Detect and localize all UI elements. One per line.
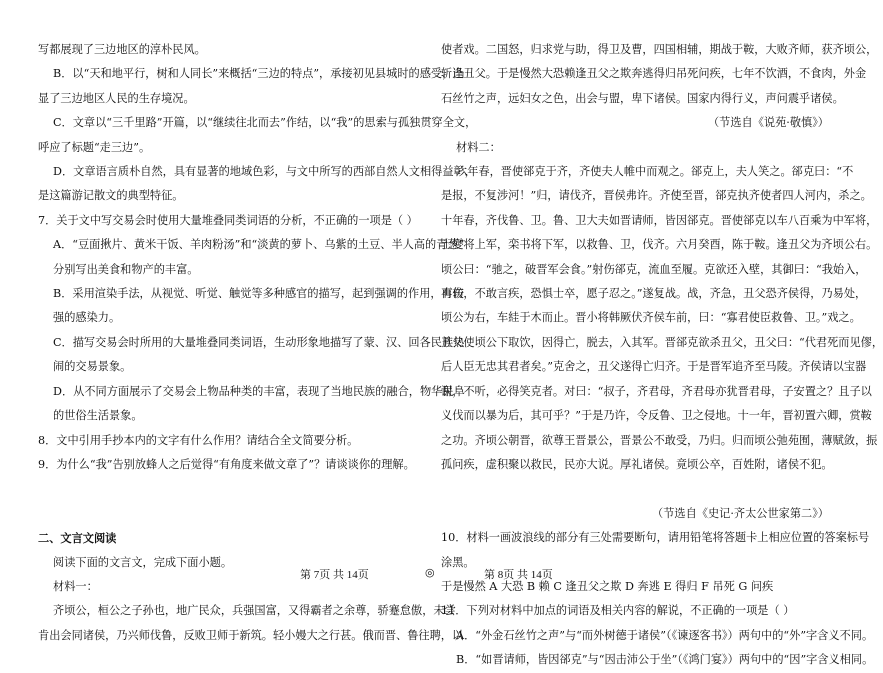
text-line: 11．下列对材料中加点的词语及相关内容的解说，不正确的一项是（ ）	[441, 604, 795, 618]
text-line: 材料二：	[456, 140, 501, 154]
text-line: （节选自《史记·齐太公世家第二》）	[652, 506, 829, 520]
text-line: 是这篇游记散文的典型特征。	[38, 189, 184, 203]
text-line: 石丝竹之声，远妇女之色，出会与盟，卑下诸侯。国家内得行义，声问震乎诸侯。	[441, 91, 844, 105]
text-line: D．文章语言质朴自然，具有显著的地域色彩，与文中所写的西部自然人文相得益彰，	[53, 165, 476, 179]
right-page-number: 第 8页 共 14页	[484, 569, 553, 581]
text-line: 肯出会同诸侯，乃兴师伐鲁，反败卫师于新筑。轻小嫚大之行甚。俄而晋、鲁往聘，以	[38, 628, 464, 642]
text-line: 10．材料一画波浪线的部分有三处需要断句，请用铅笔将答题卡上相应位置的答案标号	[441, 531, 870, 545]
text-line: 的世俗生活景象。	[53, 409, 143, 423]
text-line: D．从不同方面展示了交易会上物品种类的丰富，表现了当地民族的融合，物华民阜	[53, 384, 465, 398]
text-line: 十年春，齐伐鲁、卫。鲁、卫大夫如晋请师，皆因郤克。晋使郤克以车八百乘为中军将，	[441, 213, 878, 227]
center-mark: ◎	[425, 567, 435, 579]
text-line	[38, 502, 423, 526]
text-line: 之功。齐顷公朝晋，欲尊王晋景公，晋景公不敢受，乃归。归而顷公弛苑囿，薄赋敛，振	[441, 433, 878, 447]
text-line: 8．文中引用手抄本内的文字有什么作用？请结合全文简要分析。	[38, 433, 359, 447]
text-line: B．“如晋请师，皆因郤克”与“因击沛公于坐”（《鸿门宴》）两句中的“因”字含义相同。	[456, 653, 874, 667]
text-line: C．描写交易会时所用的大量堆叠同类词语，生动形象地描写了蒙、汉、回各民族热	[53, 335, 465, 349]
text-line	[441, 477, 829, 501]
text-line: 丑父使顷公下取饮，因得亡，脱去，入其军。晋郤克欲杀丑父，丑父曰：“代君死而见僇，	[441, 335, 883, 349]
text-line	[38, 477, 423, 501]
left-page-number: 第 7页 共 14页	[300, 569, 369, 581]
text-line: A．“豆面揪片、黄米干饭、羊肉粉汤”和“淡黄的萝卜、乌紫的土豆、半人高的青葱”	[53, 238, 465, 252]
text-line: 阅读下面的文言文，完成下面小题。	[53, 555, 233, 569]
text-line: 涂黑。	[441, 555, 475, 569]
text-line: 齐顷公，桓公之子孙也，地广民众，兵强国富，又得霸者之余尊，骄蹇怠傲，未尝	[53, 604, 456, 618]
text-line: 材料一：	[53, 579, 98, 593]
text-line: 强的感染力。	[53, 311, 121, 325]
text-line: 分别写出美食和物产的丰富。	[53, 262, 199, 276]
text-line: 呼应了标题“走三边”。	[38, 140, 151, 154]
text-line: 顷公为右，车絓于木而止。晋小将韩厥伏齐侯车前，曰：“寡君使臣救鲁、卫。”戏之。	[441, 311, 861, 325]
text-line: A．“外金石丝竹之声”与“而外树德于诸侯”（《谏逐客书》）两句中的“外”字含义不同。	[456, 628, 874, 642]
text-line: 闹的交易景象。	[53, 360, 132, 374]
text-line: 顷公曰：“驰之，破晋军会食。”射伤郤克，流血至履。克欲还入壁，其御曰：“我始入，	[441, 262, 867, 276]
text-line: 于是慢然 A 大恐 B 赖 C 逢丑父之欺 D 奔逃 E 得归 F 吊死 G 问疾	[441, 579, 774, 593]
text-line: 7．关于文中写交易会时使用大量堆叠同类词语的分析，不正确的一项是（ ）	[38, 213, 418, 227]
text-line: 9．为什么“我”告别放蜂人之后觉得“有角度来做文章了”？请谈谈你的理解。	[38, 457, 415, 471]
text-line: 后人臣无忠其君者矣。”克舍之，丑父遂得亡归齐。于是晋军追齐至马陵。齐侯请以宝器	[441, 360, 867, 374]
text-line: B．采用渲染手法，从视觉、听觉、触觉等多种感官的描写，起到强调的作用，有较	[53, 287, 464, 301]
text-line: 义伐而以暴为后，其可乎？”于是乃许，令反鲁、卫之侵地。十一年，晋初置六卿，赏鞍	[441, 409, 872, 423]
text-line: （节选自《说苑·敬慎》）	[707, 116, 829, 130]
text-line: 斩逢丑父。于是慢然大恐赖逢丑父之欺奔逃得归吊死问疾，七年不饮酒，不食肉，外金	[441, 67, 867, 81]
text-line: 是报，不复涉河！”归，请伐齐，晋侯弗许。齐使至晋，郤克执齐使者四人河内，杀之。	[441, 189, 872, 203]
text-line: 孤问疾，虚积聚以救民，民亦大说。厚礼诸侯。竟顷公卒，百姓附，诸侯不犯。	[441, 457, 833, 471]
text-line: 写都展现了三边地区的淳朴民风。	[38, 43, 206, 56]
text-line: 二、文言文阅读	[38, 531, 117, 546]
text-line: 士燮将上军，栾书将下军，以救鲁、卫，伐齐。六月癸酉，陈于鞍。逢丑父为齐顷公右。	[441, 238, 878, 252]
text-line: 谢，不听，必得笑克者。对曰：“叔子，齐君母，齐君母亦犹晋君母，子安置之？且子以	[441, 384, 872, 398]
text-line: B．以“天和地平行，树和人同长”来概括“三边的特点”，承接初见县城时的感受，凸	[53, 67, 465, 81]
text-line: 显了三边地区人民的生存境况。	[38, 91, 195, 105]
text-line: C．文章以“三千里路”开篇，以“继续往北而去”作结，以“我”的思索与孤独贯穿全文，	[53, 116, 477, 130]
text-line: 再伤，不敢言疾，恐惧士卒，愿子忍之。”遂复战。战，齐急，丑父恐齐侯得，乃易处，	[441, 287, 867, 301]
text-line: 使者戏。二国怒，归求党与助，得卫及曹，四国相辅，期战于鞍，大败齐师，获齐顷公，	[441, 43, 878, 56]
text-line: 六年春，晋使郤克于齐，齐使夫人帷中而观之。郤克上，夫人笑之。郤克曰：“不	[456, 165, 854, 179]
